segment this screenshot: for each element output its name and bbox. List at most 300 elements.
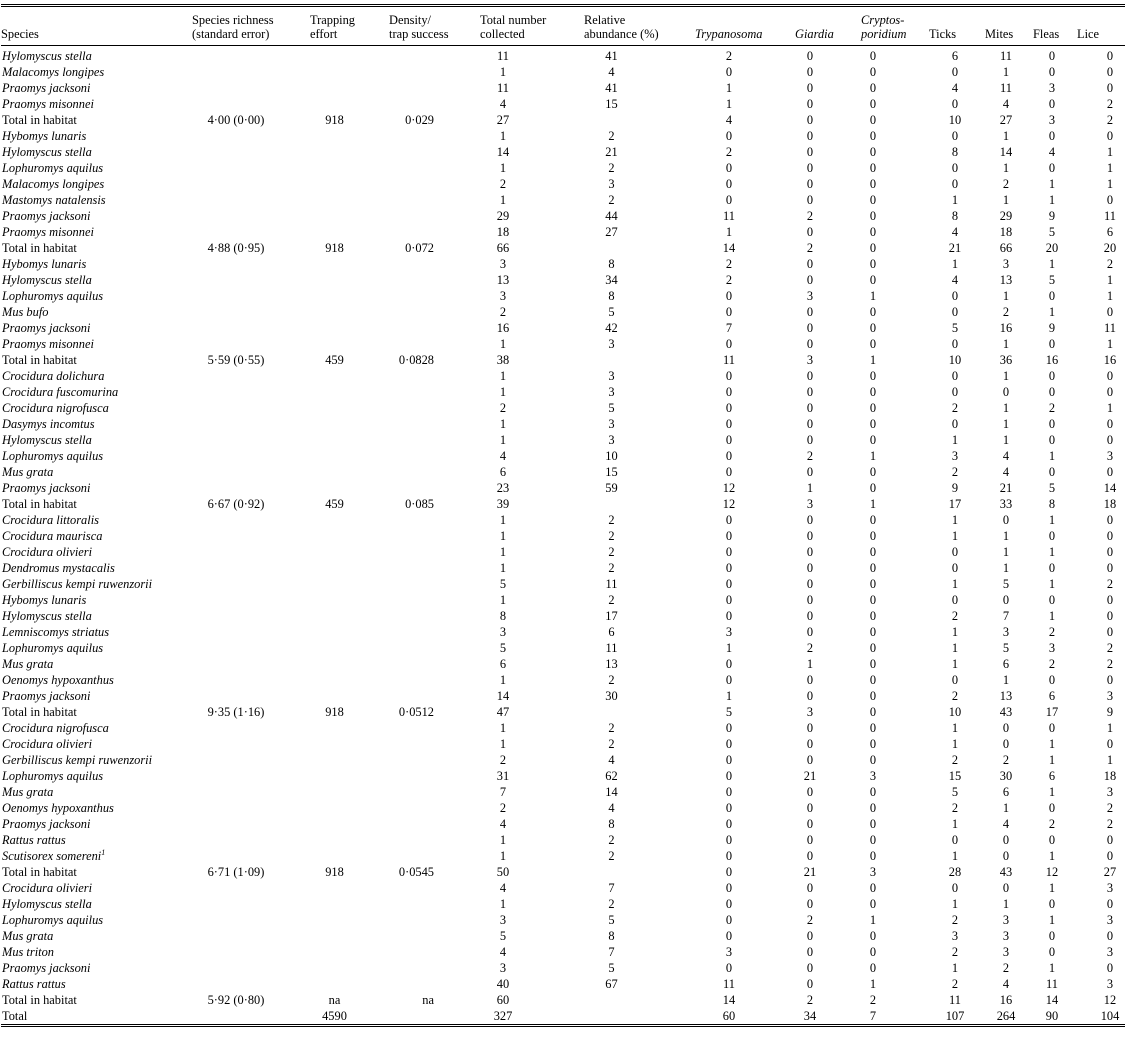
cell-fleas: 17 <box>1045 705 1059 719</box>
cell-lice: 0 <box>1106 961 1114 975</box>
cell-mites: 11 <box>1000 81 1012 95</box>
cell-lice: 1 <box>1106 401 1114 415</box>
cell-lice: 0 <box>1106 193 1114 207</box>
cell-lice: 3 <box>1106 881 1114 895</box>
cell-richness <box>192 640 310 656</box>
table-row <box>1 272 1125 288</box>
cell-species: Praomys jacksoni <box>2 689 91 703</box>
cell-richness: 9·35 (1·16) <box>207 705 265 719</box>
cell-trypanosoma: 2 <box>725 145 733 159</box>
cell-mites: 0 <box>1002 737 1010 751</box>
cell-lice: 12 <box>1103 993 1117 1007</box>
cell-species: Crocidura littoralis <box>2 513 99 527</box>
cell-density <box>389 128 480 144</box>
cell-ticks: 17 <box>948 497 962 511</box>
cell-fleas: 0 <box>1048 161 1056 175</box>
cell-species: Lophuromys aquilus <box>2 641 104 655</box>
cell-effort <box>310 736 389 752</box>
cell-trypanosoma: 0 <box>725 817 733 831</box>
cell-density: 0·029 <box>405 113 434 127</box>
cell-richness <box>192 448 310 464</box>
cell-relab: 6 <box>608 625 615 639</box>
cell-lice: 0 <box>1106 305 1114 319</box>
cell-mites: 0 <box>1002 385 1010 399</box>
table-row <box>1 528 1125 544</box>
header-cryptosporidium: Cryptos- poridium <box>861 7 929 46</box>
table-row <box>1 896 1125 912</box>
table-row <box>1 672 1125 688</box>
cell-relab: 4 <box>608 801 615 815</box>
cell-effort <box>310 848 389 864</box>
cell-trypanosoma: 11 <box>723 209 735 223</box>
cell-density <box>389 720 480 736</box>
cell-total: 31 <box>496 769 510 783</box>
cell-giardia: 0 <box>806 305 814 319</box>
cell-trypanosoma: 0 <box>725 577 733 591</box>
cell-species: Praomys jacksoni <box>2 321 91 335</box>
cell-lice: 1 <box>1106 337 1114 351</box>
cell-mites: 0 <box>1002 593 1010 607</box>
cell-giardia: 3 <box>806 497 814 511</box>
cell-relab: 13 <box>605 657 618 671</box>
cell-cryptosporidium: 0 <box>869 177 877 191</box>
cell-ticks: 4 <box>951 273 959 287</box>
cell-ticks: 10 <box>948 353 962 367</box>
cell-cryptosporidium: 0 <box>869 417 877 431</box>
cell-lice: 2 <box>1106 801 1114 815</box>
cell-density: na <box>422 993 434 1007</box>
cell-density <box>389 288 480 304</box>
cell-density <box>389 576 480 592</box>
cell-lice: 1 <box>1106 273 1114 287</box>
cell-mites: 0 <box>1002 849 1010 863</box>
cell-richness <box>192 880 310 896</box>
cell-fleas: 9 <box>1048 321 1056 335</box>
cell-trypanosoma: 5 <box>725 705 733 719</box>
cell-relab: 2 <box>608 161 615 175</box>
cell-ticks: 0 <box>951 289 959 303</box>
cell-mites: 3 <box>1002 913 1010 927</box>
cell-species: Mus grata <box>2 785 54 799</box>
footnote-mark: 1 <box>101 847 106 857</box>
cell-lice: 0 <box>1106 897 1114 911</box>
cell-richness <box>192 46 310 65</box>
cell-total: 1 <box>499 417 507 431</box>
cell-lice: 3 <box>1106 913 1114 927</box>
cell-trypanosoma: 0 <box>725 129 733 143</box>
cell-species: Praomys jacksoni <box>2 817 91 831</box>
cell-cryptosporidium: 0 <box>869 369 877 383</box>
cell-mites: 1 <box>1002 161 1010 175</box>
cell-density <box>389 272 480 288</box>
cell-fleas: 0 <box>1048 721 1056 735</box>
header-lice: Lice <box>1077 7 1125 46</box>
cell-effort <box>310 160 389 176</box>
cell-species: Hylomyscus stella <box>2 433 92 447</box>
cell-species: Lophuromys aquilus <box>2 161 104 175</box>
cell-total: 6 <box>499 465 507 479</box>
cell-total: 11 <box>497 81 509 95</box>
cell-trypanosoma: 0 <box>725 465 733 479</box>
cell-relab: 2 <box>608 561 615 575</box>
cell-mites: 66 <box>999 241 1013 255</box>
cell-density <box>389 912 480 928</box>
cell-giardia: 0 <box>806 465 814 479</box>
cell-total: 18 <box>496 225 510 239</box>
cell-density <box>389 160 480 176</box>
total-row <box>1 992 1125 1008</box>
cell-trypanosoma: 0 <box>725 513 733 527</box>
cell-total: 16 <box>496 321 510 335</box>
cell-species: Crocidura nigrofusca <box>2 401 109 415</box>
cell-species: Scutisorex somereni$^1$ <box>2 847 106 863</box>
cell-giardia: 0 <box>806 401 814 415</box>
cell-relab: 15 <box>605 465 618 479</box>
cell-giardia: 0 <box>806 593 814 607</box>
cell-ticks: 0 <box>951 305 959 319</box>
cell-lice: 27 <box>1103 865 1117 879</box>
cell-effort <box>310 512 389 528</box>
cell-trypanosoma: 0 <box>725 785 733 799</box>
cell-cryptosporidium: 0 <box>869 657 877 671</box>
cell-species: Hylomyscus stella <box>2 897 92 911</box>
cell-density <box>389 944 480 960</box>
cell-species: Crocidura maurisca <box>2 529 103 543</box>
cell-trypanosoma: 0 <box>725 369 733 383</box>
cell-fleas: 0 <box>1048 289 1056 303</box>
cell-relab: 41 <box>605 49 618 63</box>
cell-effort <box>310 928 389 944</box>
cell-trypanosoma: 0 <box>725 289 733 303</box>
cell-density <box>389 368 480 384</box>
cell-giardia: 0 <box>806 929 814 943</box>
cell-species: Mus triton <box>2 945 54 959</box>
table-row <box>1 160 1125 176</box>
cell-giardia: 34 <box>803 1009 817 1023</box>
cell-effort <box>310 432 389 448</box>
cell-relab: 34 <box>605 273 618 287</box>
cell-giardia: 0 <box>806 833 814 847</box>
cell-cryptosporidium: 0 <box>869 705 877 719</box>
cell-species: Dasymys incomtus <box>2 417 95 431</box>
cell-richness <box>192 736 310 752</box>
cell-mites: 13 <box>999 689 1013 703</box>
cell-lice: 11 <box>1104 209 1116 223</box>
cell-fleas: 2 <box>1048 657 1056 671</box>
cell-richness <box>192 80 310 96</box>
cell-richness <box>192 224 310 240</box>
cell-cryptosporidium: 0 <box>869 689 877 703</box>
cell-mites: 4 <box>1002 465 1010 479</box>
cell-density <box>389 784 480 800</box>
cell-lice: 0 <box>1106 129 1114 143</box>
total-row <box>1 240 1125 256</box>
cell-mites: 1 <box>1002 561 1010 575</box>
cell-effort: 918 <box>325 865 344 879</box>
total-row <box>1 1008 1125 1024</box>
cell-effort <box>310 592 389 608</box>
table-row <box>1 944 1125 960</box>
cell-ticks: 0 <box>951 129 959 143</box>
cell-species: Malacomys longipes <box>2 65 105 79</box>
cell-cryptosporidium: 0 <box>869 673 877 687</box>
cell-total: 1 <box>499 193 507 207</box>
cell-mites: 2 <box>1002 305 1010 319</box>
cell-richness <box>192 976 310 992</box>
cell-fleas: 0 <box>1048 433 1056 447</box>
cell-mites: 1 <box>1002 401 1010 415</box>
header-mites: Mites <box>985 7 1033 46</box>
cell-trypanosoma: 1 <box>725 689 733 703</box>
cell-relab: 8 <box>608 257 615 271</box>
cell-ticks: 5 <box>951 321 959 335</box>
cell-total: 6 <box>499 657 507 671</box>
table-row <box>1 608 1125 624</box>
cell-giardia: 0 <box>806 977 814 991</box>
cell-species: Crocidura dolichura <box>2 369 105 383</box>
table-row <box>1 928 1125 944</box>
cell-relab <box>584 112 695 128</box>
cell-giardia: 0 <box>806 961 814 975</box>
cell-richness <box>192 816 310 832</box>
cell-cryptosporidium: 0 <box>869 273 877 287</box>
cell-giardia: 2 <box>806 449 814 463</box>
cell-mites: 6 <box>1002 785 1010 799</box>
cell-trypanosoma: 12 <box>722 481 736 495</box>
cell-species: Hylomyscus stella <box>2 49 92 63</box>
cell-fleas: 1 <box>1048 609 1056 623</box>
cell-species: Total in habitat <box>2 113 77 127</box>
cell-richness <box>192 560 310 576</box>
cell-effort <box>310 256 389 272</box>
cell-species: Crocidura olivieri <box>2 881 93 895</box>
cell-trypanosoma: 0 <box>725 897 733 911</box>
table-row <box>1 96 1125 112</box>
table-row <box>1 640 1125 656</box>
cell-relab: 2 <box>608 673 615 687</box>
cell-mites: 1 <box>1002 337 1010 351</box>
cell-relab: 4 <box>608 753 615 767</box>
cell-fleas: 0 <box>1048 385 1056 399</box>
cell-ticks: 2 <box>951 753 959 767</box>
cell-mites: 5 <box>1002 641 1010 655</box>
cell-lice: 18 <box>1103 769 1117 783</box>
cell-richness <box>192 336 310 352</box>
cell-effort <box>310 896 389 912</box>
cell-density <box>389 96 480 112</box>
cell-lice: 0 <box>1106 545 1114 559</box>
cell-ticks: 0 <box>951 337 959 351</box>
cell-total: 1 <box>499 65 507 79</box>
cell-relab: 5 <box>608 305 615 319</box>
cell-ticks: 15 <box>948 769 962 783</box>
cell-effort <box>310 784 389 800</box>
cell-effort <box>310 144 389 160</box>
cell-trypanosoma: 0 <box>725 881 733 895</box>
cell-lice: 0 <box>1106 513 1114 527</box>
cell-effort <box>310 912 389 928</box>
cell-species: Rattus rattus <box>2 833 66 847</box>
cell-relab: 30 <box>605 689 618 703</box>
cell-ticks: 0 <box>951 97 959 111</box>
cell-total: 4 <box>499 881 507 895</box>
cell-richness <box>192 512 310 528</box>
cell-density <box>389 608 480 624</box>
cell-richness <box>192 272 310 288</box>
cell-richness <box>192 320 310 336</box>
cell-giardia: 0 <box>806 689 814 703</box>
cell-cryptosporidium: 0 <box>869 465 877 479</box>
cell-trypanosoma: 7 <box>725 321 733 335</box>
cell-giardia: 1 <box>806 657 814 671</box>
cell-richness <box>192 96 310 112</box>
cell-lice: 9 <box>1106 705 1114 719</box>
cell-relab: 10 <box>605 449 618 463</box>
cell-effort <box>310 656 389 672</box>
cell-relab: 2 <box>608 833 615 847</box>
cell-total: 4 <box>499 97 507 111</box>
cell-ticks: 0 <box>951 545 959 559</box>
cell-trypanosoma: 14 <box>722 241 736 255</box>
table-row <box>1 848 1125 864</box>
cell-giardia: 2 <box>806 241 814 255</box>
header-effort: Trapping effort <box>310 7 389 46</box>
bottom-double-rule <box>1 1024 1125 1027</box>
cell-ticks: 0 <box>951 369 959 383</box>
cell-trypanosoma: 2 <box>725 257 733 271</box>
cell-richness <box>192 144 310 160</box>
cell-effort <box>310 688 389 704</box>
cell-effort <box>310 960 389 976</box>
cell-lice: 16 <box>1103 353 1117 367</box>
cell-effort: 459 <box>325 497 344 511</box>
cell-density <box>389 800 480 816</box>
cell-density: 0·072 <box>405 241 434 255</box>
cell-cryptosporidium: 0 <box>869 929 877 943</box>
cell-mites: 0 <box>1002 881 1010 895</box>
cell-giardia: 0 <box>806 177 814 191</box>
cell-species: Lophuromys aquilus <box>2 289 104 303</box>
cell-trypanosoma: 0 <box>725 961 733 975</box>
table-row <box>1 192 1125 208</box>
cell-effort <box>310 576 389 592</box>
cell-species: Total <box>2 1009 28 1023</box>
cell-density <box>389 176 480 192</box>
cell-lice: 2 <box>1106 577 1114 591</box>
cell-mites: 0 <box>1002 513 1010 527</box>
cell-total: 1 <box>499 433 507 447</box>
cell-total: 4 <box>499 817 507 831</box>
cell-trypanosoma: 0 <box>725 529 733 543</box>
cell-species: Total in habitat <box>2 705 77 719</box>
cell-relab: 2 <box>608 129 615 143</box>
cell-mites: 1 <box>1002 289 1010 303</box>
table-row <box>1 208 1125 224</box>
cell-relab: 7 <box>608 881 615 895</box>
cell-fleas: 14 <box>1045 993 1059 1007</box>
cell-cryptosporidium: 0 <box>869 241 877 255</box>
cell-density <box>389 432 480 448</box>
cell-density <box>389 528 480 544</box>
cell-fleas: 0 <box>1048 65 1056 79</box>
cell-giardia: 0 <box>806 97 814 111</box>
cell-density <box>389 384 480 400</box>
cell-species: Gerbilliscus kempi ruwenzorii <box>2 577 153 591</box>
table-row <box>1 80 1125 96</box>
cell-lice: 20 <box>1103 241 1117 255</box>
cell-density <box>389 752 480 768</box>
cell-lice: 1 <box>1106 721 1114 735</box>
cell-fleas: 1 <box>1048 737 1056 751</box>
cell-relab: 15 <box>605 97 618 111</box>
cell-cryptosporidium: 3 <box>869 865 877 879</box>
cell-effort <box>310 192 389 208</box>
cell-ticks: 1 <box>951 641 959 655</box>
cell-effort <box>310 544 389 560</box>
cell-mites: 33 <box>999 497 1013 511</box>
table-body <box>1 46 1125 1025</box>
header-total: Total number collected <box>480 7 584 46</box>
cell-mites: 18 <box>999 225 1013 239</box>
cell-fleas: 20 <box>1045 241 1059 255</box>
cell-mites: 1 <box>1002 369 1010 383</box>
cell-giardia: 0 <box>806 737 814 751</box>
cell-giardia: 0 <box>806 321 814 335</box>
cell-total: 1 <box>499 721 507 735</box>
cell-density <box>389 208 480 224</box>
cell-lice: 3 <box>1106 785 1114 799</box>
cell-species: Praomys misonnei <box>2 225 94 239</box>
cell-trypanosoma: 2 <box>725 49 733 63</box>
cell-giardia: 0 <box>806 785 814 799</box>
cell-lice: 2 <box>1106 641 1114 655</box>
cell-effort <box>310 400 389 416</box>
table-row <box>1 880 1125 896</box>
cell-ticks: 2 <box>951 977 959 991</box>
cell-relab: 2 <box>608 737 615 751</box>
cell-cryptosporidium: 1 <box>869 353 877 367</box>
cell-giardia: 0 <box>806 433 814 447</box>
cell-cryptosporidium: 0 <box>869 817 877 831</box>
cell-fleas: 1 <box>1048 785 1056 799</box>
cell-density <box>389 624 480 640</box>
cell-cryptosporidium: 0 <box>869 561 877 575</box>
cell-species: Total in habitat <box>2 993 77 1007</box>
cell-relab: 7 <box>608 945 615 959</box>
cell-effort <box>310 224 389 240</box>
cell-relab: 2 <box>608 897 615 911</box>
cell-ticks: 4 <box>951 225 959 239</box>
cell-species: Mus grata <box>2 929 54 943</box>
cell-relab: 2 <box>608 849 615 863</box>
cell-effort <box>310 816 389 832</box>
cell-giardia: 0 <box>806 817 814 831</box>
cell-lice: 0 <box>1106 369 1114 383</box>
cell-trypanosoma: 0 <box>725 737 733 751</box>
cell-density <box>389 688 480 704</box>
cell-cryptosporidium: 0 <box>869 65 877 79</box>
cell-total: 1 <box>499 593 507 607</box>
cell-cryptosporidium: 0 <box>869 305 877 319</box>
cell-total: 2 <box>499 177 507 191</box>
cell-mites: 14 <box>999 145 1013 159</box>
cell-cryptosporidium: 0 <box>869 161 877 175</box>
cell-lice: 0 <box>1106 417 1114 431</box>
cell-relab: 3 <box>608 369 615 383</box>
cell-density <box>389 544 480 560</box>
cell-giardia: 0 <box>806 161 814 175</box>
cell-relab: 3 <box>608 177 615 191</box>
